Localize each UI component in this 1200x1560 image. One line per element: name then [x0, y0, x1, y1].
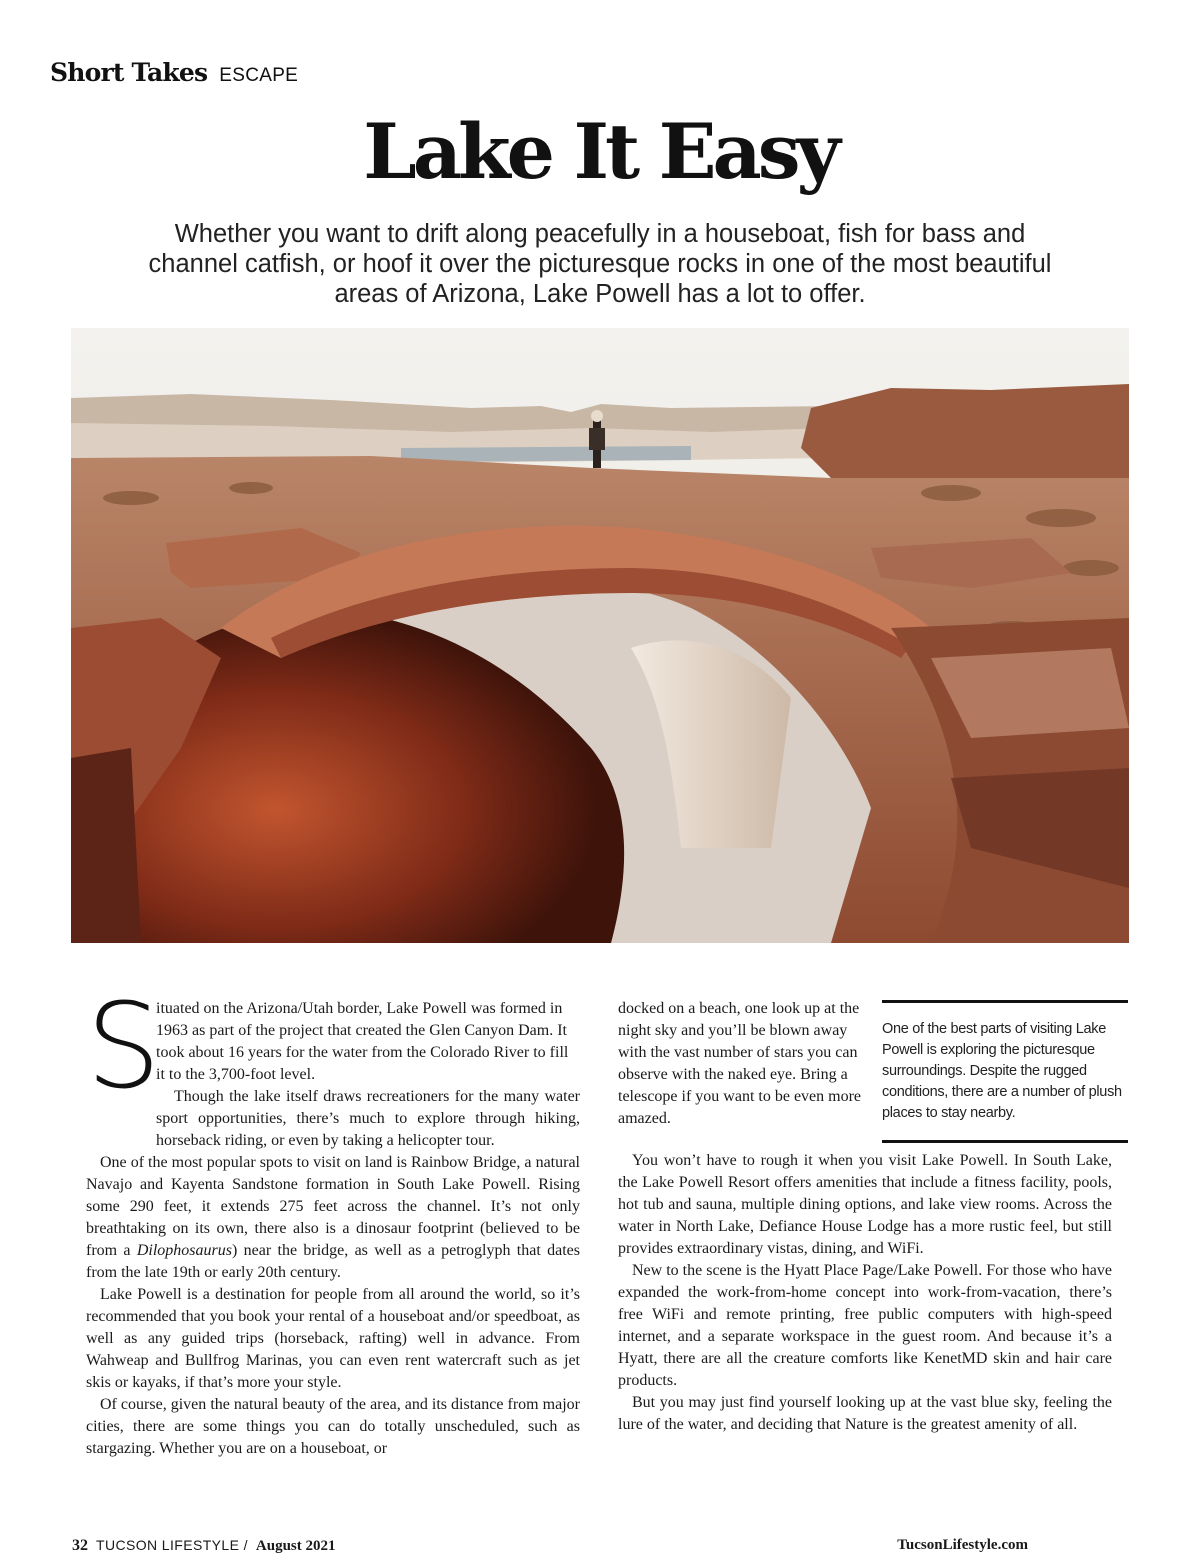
red-rock-arch-photo: [71, 328, 1129, 943]
section-subtitle: ESCAPE: [219, 65, 299, 86]
article-column-right: [618, 1150, 1112, 1436]
paragraph-7: New to the scene is the Hyatt Place Page/Lake Powell. For those who have expanded the work-from-home concept into work-from-vacation, there’s free WiFi and remote printing, free public computers with high-speed internet, and a separate workspace in the guest room. And because it’s a Hyatt, there are all the creature comforts like KenetMD skin and hair care products.: [618, 1262, 1112, 1389]
paragraph-5: Of course, given the natural beauty of the area, and its distance from major cities, there are some things you can do totally unscheduled, such as stargazing. Whether you are on a houseboat, or: [86, 1396, 580, 1457]
publication-name: TUCSON LIFESTYLE /: [96, 1537, 248, 1553]
paragraph-3-text-b: ) near the bridge, as well as a petroglyph that dates from the late 19th or early 20th century.: [86, 1242, 580, 1281]
lead-paragraph: [86, 977, 580, 1152]
paragraph-2-start: Though the lake itself draws recreationers for the many water sport opportunities, there’s much to explore through hiking, horseback riding, or even by taking a helicopter tour.: [156, 1088, 580, 1149]
paragraph-5-continued: docked on a beach, one look up at the night sky and you’ll be blown away with the vast number of stars you can observe with the naked eye. Bring a telescope if you want to be even more amazed.: [618, 1000, 862, 1127]
article-title: Lake It Easy: [363, 107, 837, 196]
website-link[interactable]: TucsonLifestyle.com: [897, 1537, 1028, 1553]
article-column-left: [86, 977, 580, 1460]
paragraph-8: But you may just find yourself looking up at the vast blue sky, feeling the lure of the water, and deciding that Nature is the greatest amenity of all.: [618, 1394, 1112, 1433]
issue-date: August 2021: [255, 1538, 336, 1554]
paragraph-4: Lake Powell is a destination for people from all around the world, so it’s recommended that you book your rental of a houseboat and/or speedboat, as well as any guided trips (horseback, rafting) well in advance. From Wahweap and Bullfrog Marinas, you can even rent watercraft such as jet skis or kayaks, if that’s more your style.: [86, 1286, 580, 1391]
section-header: [50, 58, 298, 87]
paragraph-1: ituated on the Arizona/Utah border, Lake Powell was formed in 1963 as part of the project that created the Glen Canyon Dam. It took about 16 years for the water from the Colorado River to fill it to the 3,700-foot level.: [156, 1000, 569, 1083]
page-footer: [72, 1537, 336, 1555]
paragraph-6: You won’t have to rough it when you visit Lake Powell. In South Lake, the Lake Powell Resort offers amenities that include a fitness facility, pools, hot tub and sauna, multiple dining options, and lake view rooms. Across the water in North Lake, Defiance House Lodge has a more rustic feel, but still provides extraordinary vistas, dining, and WiFi.: [618, 1152, 1112, 1257]
paragraph-3: [86, 1152, 580, 1284]
paragraph-3-text-a: One of the most popular spots to visit on land is Rainbow Bridge, a natural Navajo and Kayenta Sandstone formation in South Lake Powell. Rising some 290 feet, it extends 275 feet across the channel. It’s not only breathtaking on its own, there also is a dinosaur footprint (believed to be from a: [86, 1154, 580, 1259]
dinosaur-species: Dilophosaurus: [136, 1242, 232, 1259]
pull-quote: One of the best parts of visiting Lake Powell is exploring the picturesque surroundings. Despite the rugged conditions, there are a number of plush places to stay nearby.: [882, 1000, 1128, 1143]
section-name: Short Takes: [50, 58, 208, 87]
drop-cap: S: [86, 977, 161, 1115]
page-number: 32: [72, 1537, 88, 1554]
article-deck: Whether you want to drift along peacefully in a houseboat, fish for bass and channel catfish, or hoof it over the picturesque rocks in one of the most beautiful areas of Arizona, Lake Powell has a lot to offer.: [148, 220, 1052, 308]
